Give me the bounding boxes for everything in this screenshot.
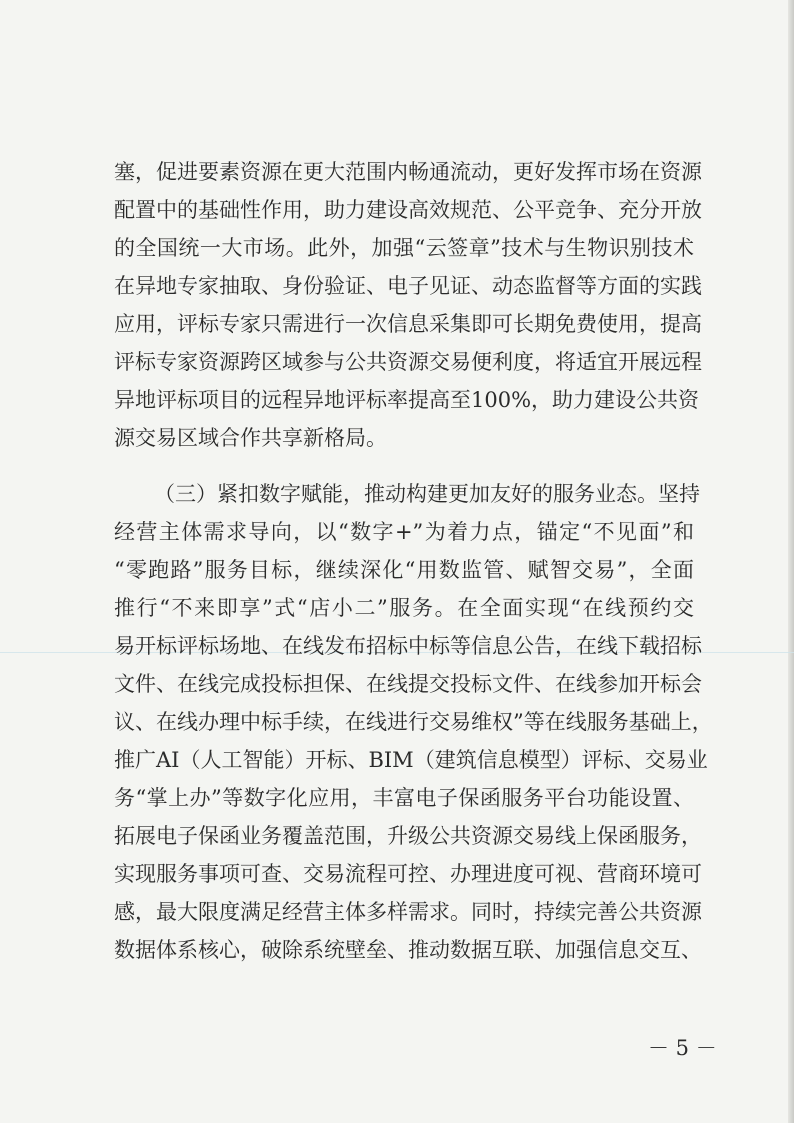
body-line-14: 文件、在线完成投标担保、在线提交投标文件、在线参加开标会 [114, 672, 702, 696]
body-line-6: 评标专家资源跨区域参与公共资源交易便利度，将适宜开展远程 [114, 350, 702, 374]
scan-edge-shadow [788, 0, 794, 1123]
body-line-1: 塞，促进要素资源在更大范围内畅通流动，更好发挥市场在资源 [114, 160, 702, 184]
body-line-20: 感，最大限度满足经营主体多样需求。同时，持续完善公共资源 [114, 900, 702, 924]
body-line-8: 源交易区域合作共享新格局。 [114, 426, 387, 450]
page-number: － 5 － [648, 1036, 717, 1060]
body-line-7: 异地评标项目的远程异地评标率提高至100%，助力建设公共资 [114, 388, 700, 412]
body-line-3: 的全国统一大市场。此外，加强“云签章”技术与生物识别技术 [114, 236, 694, 260]
body-line-11: “零跑路”服务目标，继续深化“用数监管、赋智交易”，全面 [114, 558, 694, 582]
body-line-10: 经营主体需求导向，以“数字+”为着力点，锚定“不见面”和 [114, 520, 694, 544]
body-line-21: 数据体系核心，破除系统壁垒、推动数据互联、加强信息交互、 [114, 938, 702, 962]
body-line-4: 在异地专家抽取、身份验证、电子见证、动态监督等方面的实践 [114, 274, 702, 298]
body-line-15: 议、在线办理中标手续，在线进行交易维权”等在线服务基础上， [114, 710, 713, 734]
body-line-17: 务“掌上办”等数字化应用，丰富电子保函服务平台功能设置、 [114, 786, 694, 810]
body-line-18: 拓展电子保函业务覆盖范围，升级公共资源交易线上保函服务， [114, 824, 702, 848]
body-line-5: 应用，评标专家只需进行一次信息采集即可长期免费使用，提高 [114, 312, 702, 336]
body-line-16: 推广AI（人工智能）开标、BIM（建筑信息模型）评标、交易业 [114, 748, 708, 772]
body-line-19: 实现服务事项可查、交易流程可控、办理进度可视、营商环境可 [114, 862, 702, 886]
body-line-2: 配置中的基础性作用，助力建设高效规范、公平竞争、充分开放 [114, 198, 702, 222]
body-line-13: 易开标评标场地、在线发布招标中标等信息公告，在线下载招标 [114, 634, 702, 658]
body-line-12: 推行“不来即享”式“店小二”服务。在全面实现“在线预约交 [114, 596, 694, 620]
section-heading-line: （三）紧扣数字赋能，推动构建更加友好的服务业态。坚持 [154, 482, 700, 506]
